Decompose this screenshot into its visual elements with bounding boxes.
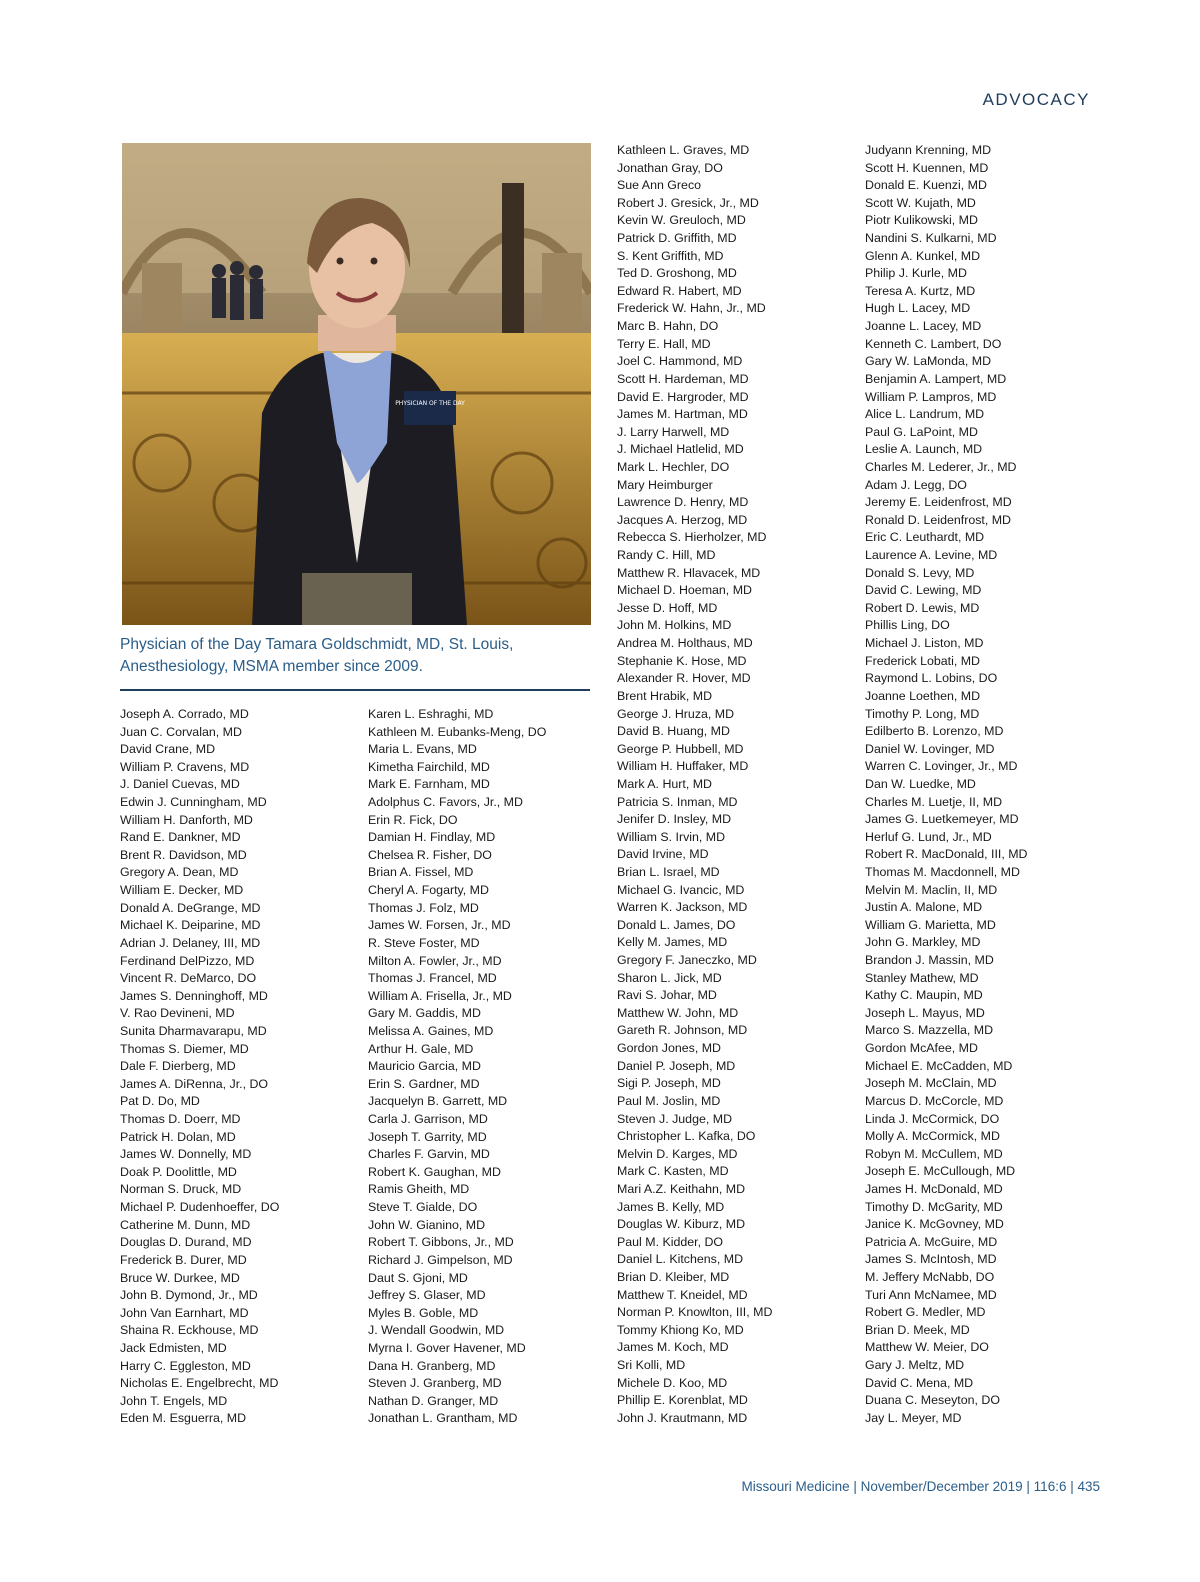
member-name: Kathleen L. Graves, MD xyxy=(617,143,750,157)
member-name: Dana H. Granberg, MD xyxy=(368,1358,496,1373)
member-name: Warren C. Lovinger, Jr., MD xyxy=(865,759,1018,774)
member-name: Richard J. Gimpelson, MD xyxy=(368,1252,513,1267)
member-name: Kathleen M. Eubanks-Meng, DO xyxy=(368,724,547,739)
member-name: Kathy C. Maupin, MD xyxy=(865,988,983,1003)
member-name: John W. Gianino, MD xyxy=(368,1217,486,1232)
member-name: Mark E. Farnham, MD xyxy=(368,777,490,792)
member-name: Matthew W. John, MD xyxy=(617,1005,739,1020)
member-name: Jay L. Meyer, MD xyxy=(865,1410,962,1425)
photo-illustration xyxy=(122,143,591,625)
member-name: Daniel W. Lovinger, MD xyxy=(865,741,995,756)
member-name: Ravi S. Johar, MD xyxy=(617,988,717,1003)
member-name: Philip J. Kurle, MD xyxy=(865,266,967,281)
member-name: James H. McDonald, MD xyxy=(865,1181,1003,1196)
member-name: James S. Denninghoff, MD xyxy=(120,988,268,1003)
member-name: John G. Markley, MD xyxy=(865,935,981,950)
member-name: Steve T. Gialde, DO xyxy=(368,1200,478,1215)
member-name: Jonathan L. Grantham, MD xyxy=(368,1411,518,1426)
member-name: Frederick Lobati, MD xyxy=(865,653,980,668)
caption-divider xyxy=(120,689,590,691)
member-name: Michael D. Hoeman, MD xyxy=(617,583,752,598)
member-name: Michael E. McCadden, MD xyxy=(865,1058,1013,1073)
member-name: Melvin M. Maclin, II, MD xyxy=(865,882,998,897)
member-name: Raymond L. Lobins, DO xyxy=(865,671,998,686)
member-name: Dale F. Dierberg, MD xyxy=(120,1059,236,1074)
member-name: Marc B. Hahn, DO xyxy=(617,319,719,334)
member-name: Daniel L. Kitchens, MD xyxy=(617,1252,744,1267)
member-name: Rand E. Dankner, MD xyxy=(120,830,241,845)
badge-text: PHYSICIAN OF THE DAY xyxy=(395,400,465,407)
member-name: Robert J. Gresick, Jr., MD xyxy=(617,195,759,210)
member-name: Melissa A. Gaines, MD xyxy=(368,1023,494,1038)
member-name: Nicholas E. Engelbrecht, MD xyxy=(120,1376,279,1391)
member-name: Donald E. Kuenzi, MD xyxy=(865,178,987,193)
member-name: Gary W. LaMonda, MD xyxy=(865,354,992,369)
member-name: Catherine M. Dunn, MD xyxy=(120,1217,251,1232)
member-name: Jeremy E. Leidenfrost, MD xyxy=(865,495,1012,510)
member-name: Brian D. Meek, MD xyxy=(865,1322,970,1337)
member-name: David E. Hargroder, MD xyxy=(617,389,749,404)
member-name: Patricia A. McGuire, MD xyxy=(865,1234,998,1249)
member-name: Ted D. Groshong, MD xyxy=(617,266,737,281)
member-name: Janice K. McGovney, MD xyxy=(865,1217,1004,1232)
name-column-1 xyxy=(120,706,279,1428)
member-name: Eden M. Esguerra, MD xyxy=(120,1411,247,1426)
member-name: Thomas D. Doerr, MD xyxy=(120,1112,241,1127)
member-name: Juan C. Corvalan, MD xyxy=(120,724,242,739)
member-name: Douglas W. Kiburz, MD xyxy=(617,1217,746,1232)
member-name: J. Daniel Cuevas, MD xyxy=(120,777,240,792)
member-name: Edwin J. Cunningham, MD xyxy=(120,795,267,810)
member-name: David C. Mena, MD xyxy=(865,1375,974,1390)
member-name: Jack Edmisten, MD xyxy=(120,1340,227,1355)
member-name: Mauricio Garcia, MD xyxy=(368,1059,481,1074)
member-name: Ronald D. Leidenfrost, MD xyxy=(865,512,1012,527)
member-name: James W. Forsen, Jr., MD xyxy=(368,918,511,933)
member-name: James B. Kelly, MD xyxy=(617,1199,725,1214)
member-name: Karen L. Eshraghi, MD xyxy=(368,707,494,721)
member-name: Nathan D. Granger, MD xyxy=(368,1393,499,1408)
member-name: David Irvine, MD xyxy=(617,847,709,862)
member-name: Lawrence D. Henry, MD xyxy=(617,495,749,510)
member-name: M. Jeffery McNabb, DO xyxy=(865,1270,995,1284)
member-name: Joanne Loethen, MD xyxy=(865,688,981,703)
name-column-2 xyxy=(368,706,546,1428)
member-name: Sigi P. Joseph, MD xyxy=(617,1076,721,1091)
member-name: Phillis Ling, DO xyxy=(865,618,950,633)
member-name: Timothy D. McGarity, MD xyxy=(865,1199,1003,1214)
member-name: William P. Lampros, MD xyxy=(865,389,997,404)
member-name: Thomas S. Diemer, MD xyxy=(120,1041,249,1056)
member-name: Jesse D. Hoff, MD xyxy=(617,600,718,615)
member-name: Carla J. Garrison, MD xyxy=(368,1112,488,1127)
member-name: Christopher L. Kafka, DO xyxy=(617,1129,756,1144)
member-name: Kenneth C. Lambert, DO xyxy=(865,336,1002,351)
member-name: John T. Engels, MD xyxy=(120,1393,228,1408)
member-name: R. Steve Foster, MD xyxy=(368,935,480,950)
member-name: Brian A. Fissel, MD xyxy=(368,865,474,880)
member-name: Alice L. Landrum, MD xyxy=(865,407,985,422)
member-name: Brent Hrabik, MD xyxy=(617,688,713,703)
member-name: Thomas J. Folz, MD xyxy=(368,900,479,915)
member-name: Erin S. Gardner, MD xyxy=(368,1076,480,1091)
member-name: Scott W. Kujath, MD xyxy=(865,195,976,210)
member-name: Michael G. Ivancic, MD xyxy=(617,882,745,897)
member-name: Cheryl A. Fogarty, MD xyxy=(368,883,489,898)
member-name: Bruce W. Durkee, MD xyxy=(120,1270,240,1285)
member-name: Molly A. McCormick, MD xyxy=(865,1129,1000,1144)
member-name: Myrna I. Gover Havener, MD xyxy=(368,1340,526,1355)
member-name: Benjamin A. Lampert, MD xyxy=(865,371,1007,386)
member-name: James M. Hartman, MD xyxy=(617,407,748,422)
member-name: Nandini S. Kulkarni, MD xyxy=(865,231,997,246)
member-name: Sri Kolli, MD xyxy=(617,1358,686,1373)
member-name: James S. McIntosh, MD xyxy=(865,1252,997,1267)
member-name: Glenn A. Kunkel, MD xyxy=(865,248,981,263)
member-name: James A. DiRenna, Jr., DO xyxy=(120,1076,269,1091)
member-name: Ferdinand DelPizzo, MD xyxy=(120,953,255,968)
member-name: Herluf G. Lund, Jr., MD xyxy=(865,829,992,844)
member-name: Donald S. Levy, MD xyxy=(865,565,975,580)
member-name: Jacques A. Herzog, MD xyxy=(617,512,748,527)
member-name: James M. Koch, MD xyxy=(617,1340,729,1355)
page-footer: Missouri Medicine | November/December 2019 | 116:6 | 435 xyxy=(741,1479,1100,1494)
member-name: Jonathan Gray, DO xyxy=(617,160,723,175)
member-name: William E. Decker, MD xyxy=(120,883,244,898)
member-name: J. Larry Harwell, MD xyxy=(617,424,730,439)
member-name: Norman S. Druck, MD xyxy=(120,1182,242,1197)
member-name: Pat D. Do, MD xyxy=(120,1094,200,1109)
member-name: Adolphus C. Favors, Jr., MD xyxy=(368,795,523,810)
member-name: Steven J. Judge, MD xyxy=(617,1111,733,1126)
member-name: David C. Lewing, MD xyxy=(865,583,982,598)
member-name: Rebecca S. Hierholzer, MD xyxy=(617,530,767,545)
member-name: Stephanie K. Hose, MD xyxy=(617,653,747,668)
member-name: Gary M. Gaddis, MD xyxy=(368,1006,481,1021)
member-name: Robert T. Gibbons, Jr., MD xyxy=(368,1235,514,1250)
member-name: Harry C. Eggleston, MD xyxy=(120,1358,251,1373)
member-name: Charles M. Lederer, Jr., MD xyxy=(865,459,1017,474)
member-name: Kevin W. Greuloch, MD xyxy=(617,213,746,228)
member-name: John M. Holkins, MD xyxy=(617,618,732,633)
member-name: George P. Hubbell, MD xyxy=(617,741,744,756)
member-name: Norman P. Knowlton, III, MD xyxy=(617,1305,773,1320)
member-name: Phillip E. Korenblat, MD xyxy=(617,1393,748,1408)
member-name: Joel C. Hammond, MD xyxy=(617,354,743,369)
member-name: Vincent R. DeMarco, DO xyxy=(120,971,257,986)
member-name: Donald L. James, DO xyxy=(617,917,736,932)
member-name: Turi Ann McNamee, MD xyxy=(865,1287,997,1302)
member-name: Marcus D. McCorcle, MD xyxy=(865,1093,1004,1108)
member-name: Steven J. Granberg, MD xyxy=(368,1376,502,1391)
member-name: Stanley Mathew, MD xyxy=(865,970,979,985)
member-name: Robert G. Medler, MD xyxy=(865,1305,986,1320)
member-name: Joseph E. McCullough, MD xyxy=(865,1164,1016,1179)
member-name: Joseph T. Garrity, MD xyxy=(368,1129,487,1144)
member-name: Gary J. Meltz, MD xyxy=(865,1358,965,1373)
member-name: Laurence A. Levine, MD xyxy=(865,548,998,563)
member-name: Matthew W. Meier, DO xyxy=(865,1340,989,1355)
member-name: Edilberto B. Lorenzo, MD xyxy=(865,724,1004,739)
member-name: Kimetha Fairchild, MD xyxy=(368,759,490,774)
member-name: Mark C. Kasten, MD xyxy=(617,1164,729,1179)
member-name: James W. Donnelly, MD xyxy=(120,1147,252,1162)
member-name: Paul M. Kidder, DO xyxy=(617,1234,724,1249)
member-name: Warren K. Jackson, MD xyxy=(617,900,748,915)
member-name: Thomas M. Macdonnell, MD xyxy=(865,864,1020,879)
member-name: Paul M. Joslin, MD xyxy=(617,1093,721,1108)
member-name: Frederick B. Durer, MD xyxy=(120,1252,247,1267)
member-name: Donald A. DeGrange, MD xyxy=(120,900,261,915)
member-name: Kelly M. James, MD xyxy=(617,935,728,950)
member-name: Scott H. Kuennen, MD xyxy=(865,160,989,175)
member-name: Erin R. Fick, DO xyxy=(368,812,458,827)
member-name: Damian H. Findlay, MD xyxy=(368,830,496,845)
member-name: Robert K. Gaughan, MD xyxy=(368,1164,501,1179)
member-name: Matthew R. Hlavacek, MD xyxy=(617,565,761,580)
member-name: Michael K. Deiparine, MD xyxy=(120,918,261,933)
member-name: David Crane, MD xyxy=(120,742,216,757)
member-name: Myles B. Goble, MD xyxy=(368,1305,479,1320)
member-name: Douglas D. Durand, MD xyxy=(120,1235,252,1250)
member-name: Judyann Krenning, MD xyxy=(865,143,992,157)
member-name: Mark A. Hurt, MD xyxy=(617,776,713,791)
member-name: Joseph L. Mayus, MD xyxy=(865,1005,985,1020)
member-name: Jacquelyn B. Garrett, MD xyxy=(368,1094,508,1109)
member-name: Jenifer D. Insley, MD xyxy=(617,812,732,827)
member-name: Michael J. Liston, MD xyxy=(865,636,984,651)
member-name: Sue Ann Greco xyxy=(617,178,702,193)
member-name: Joseph A. Corrado, MD xyxy=(120,707,249,721)
member-name: Matthew T. Kneidel, MD xyxy=(617,1287,748,1302)
member-name: J. Wendall Goodwin, MD xyxy=(368,1323,505,1338)
member-name: Sunita Dharmavarapu, MD xyxy=(120,1023,267,1038)
member-name: Brent R. Davidson, MD xyxy=(120,847,247,862)
member-name: William H. Danforth, MD xyxy=(120,812,253,827)
member-name: Piotr Kulikowski, MD xyxy=(865,213,978,228)
member-name: Justin A. Malone, MD xyxy=(865,900,983,915)
member-name: Tommy Khiong Ko, MD xyxy=(617,1322,744,1337)
member-name: Jeffrey S. Glaser, MD xyxy=(368,1288,486,1303)
member-name: Arthur H. Gale, MD xyxy=(368,1041,474,1056)
name-column-3 xyxy=(617,142,772,1427)
member-name: Patricia S. Inman, MD xyxy=(617,794,738,809)
member-name: Sharon L. Jick, MD xyxy=(617,970,722,985)
member-name: Terry E. Hall, MD xyxy=(617,336,711,351)
member-name: Adrian J. Delaney, III, MD xyxy=(120,935,261,950)
section-label: ADVOCACY xyxy=(982,90,1090,109)
member-name: Gareth R. Johnson, MD xyxy=(617,1023,748,1038)
member-name: Mark L. Hechler, DO xyxy=(617,459,730,474)
member-name: S. Kent Griffith, MD xyxy=(617,248,724,263)
member-name: Leslie A. Launch, MD xyxy=(865,442,983,457)
member-name: Gordon Jones, MD xyxy=(617,1041,721,1056)
member-name: Frederick W. Hahn, Jr., MD xyxy=(617,301,766,316)
member-name: George J. Hruza, MD xyxy=(617,706,735,721)
member-name: James G. Luetkemeyer, MD xyxy=(865,812,1019,827)
member-name: J. Michael Hatlelid, MD xyxy=(617,442,744,457)
member-name: Linda J. McCormick, DO xyxy=(865,1111,1000,1126)
member-name: John B. Dymond, Jr., MD xyxy=(120,1288,258,1303)
member-name: Thomas J. Francel, MD xyxy=(368,971,497,986)
member-name: Milton A. Fowler, Jr., MD xyxy=(368,953,502,968)
member-name: Hugh L. Lacey, MD xyxy=(865,301,971,316)
member-name: Brian L. Israel, MD xyxy=(617,864,720,879)
member-name: Dan W. Luedke, MD xyxy=(865,776,976,791)
member-name: Mary Heimburger xyxy=(617,477,713,492)
member-name: Gregory F. Janeczko, MD xyxy=(617,953,757,968)
member-name: Robert R. MacDonald, III, MD xyxy=(865,847,1028,862)
member-name: Paul G. LaPoint, MD xyxy=(865,424,978,439)
member-name: Michele D. Koo, MD xyxy=(617,1375,728,1390)
member-name: Charles F. Garvin, MD xyxy=(368,1147,490,1162)
member-name: Marco S. Mazzella, MD xyxy=(865,1023,994,1038)
member-name: Scott H. Hardeman, MD xyxy=(617,371,749,386)
member-name: Michael P. Dudenhoeffer, DO xyxy=(120,1200,280,1215)
member-name: Patrick H. Dolan, MD xyxy=(120,1129,236,1144)
member-name: Robyn M. McCullem, MD xyxy=(865,1146,1003,1161)
member-name: Gordon McAfee, MD xyxy=(865,1041,978,1056)
member-name: Ramis Gheith, MD xyxy=(368,1182,470,1197)
member-name: Gregory A. Dean, MD xyxy=(120,865,239,880)
member-name: Patrick D. Griffith, MD xyxy=(617,231,737,246)
member-name: Chelsea R. Fisher, DO xyxy=(368,847,492,862)
member-name: Melvin D. Karges, MD xyxy=(617,1146,738,1161)
member-name: Edward R. Habert, MD xyxy=(617,283,742,298)
photo-caption: Physician of the Day Tamara Goldschmidt, MD, St. Louis, Anesthesiology, MSMA member since 2009. xyxy=(120,636,514,675)
member-name: Maria L. Evans, MD xyxy=(368,742,477,757)
member-name: William S. Irvin, MD xyxy=(617,829,726,844)
member-name: Timothy P. Long, MD xyxy=(865,706,980,721)
member-name: Adam J. Legg, DO xyxy=(865,477,967,492)
member-name: William A. Frisella, Jr., MD xyxy=(368,988,512,1003)
member-name: Daniel P. Joseph, MD xyxy=(617,1058,736,1073)
name-column-4 xyxy=(865,142,1028,1427)
member-name: William P. Cravens, MD xyxy=(120,759,250,774)
member-name: Brandon J. Massin, MD xyxy=(865,953,994,968)
member-name: William H. Huffaker, MD xyxy=(617,759,749,774)
member-name: John J. Krautmann, MD xyxy=(617,1410,748,1425)
member-name: Daut S. Gjoni, MD xyxy=(368,1270,468,1285)
member-name: Charles M. Luetje, II, MD xyxy=(865,794,1003,809)
member-name: Duana C. Meseyton, DO xyxy=(865,1393,1000,1408)
physician-photo xyxy=(122,143,591,625)
member-name: Mari A.Z. Keithahn, MD xyxy=(617,1181,746,1196)
member-name: Robert D. Lewis, MD xyxy=(865,600,980,615)
member-name: William G. Marietta, MD xyxy=(865,917,996,932)
member-name: John Van Earnhart, MD xyxy=(120,1305,249,1320)
member-name: Alexander R. Hover, MD xyxy=(617,671,751,686)
member-name: Brian D. Kleiber, MD xyxy=(617,1270,730,1284)
member-name: David B. Huang, MD xyxy=(617,724,730,739)
member-name: V. Rao Devineni, MD xyxy=(120,1006,235,1021)
member-name: Eric C. Leuthardt, MD xyxy=(865,530,985,545)
member-name: Doak P. Doolittle, MD xyxy=(120,1164,237,1179)
member-name: Teresa A. Kurtz, MD xyxy=(865,283,976,298)
member-name: Randy C. Hill, MD xyxy=(617,548,716,563)
member-name: Joseph M. McClain, MD xyxy=(865,1076,997,1091)
member-name: Shaina R. Eckhouse, MD xyxy=(120,1323,259,1338)
member-name: Joanne L. Lacey, MD xyxy=(865,319,982,334)
member-name: Andrea M. Holthaus, MD xyxy=(617,636,753,651)
